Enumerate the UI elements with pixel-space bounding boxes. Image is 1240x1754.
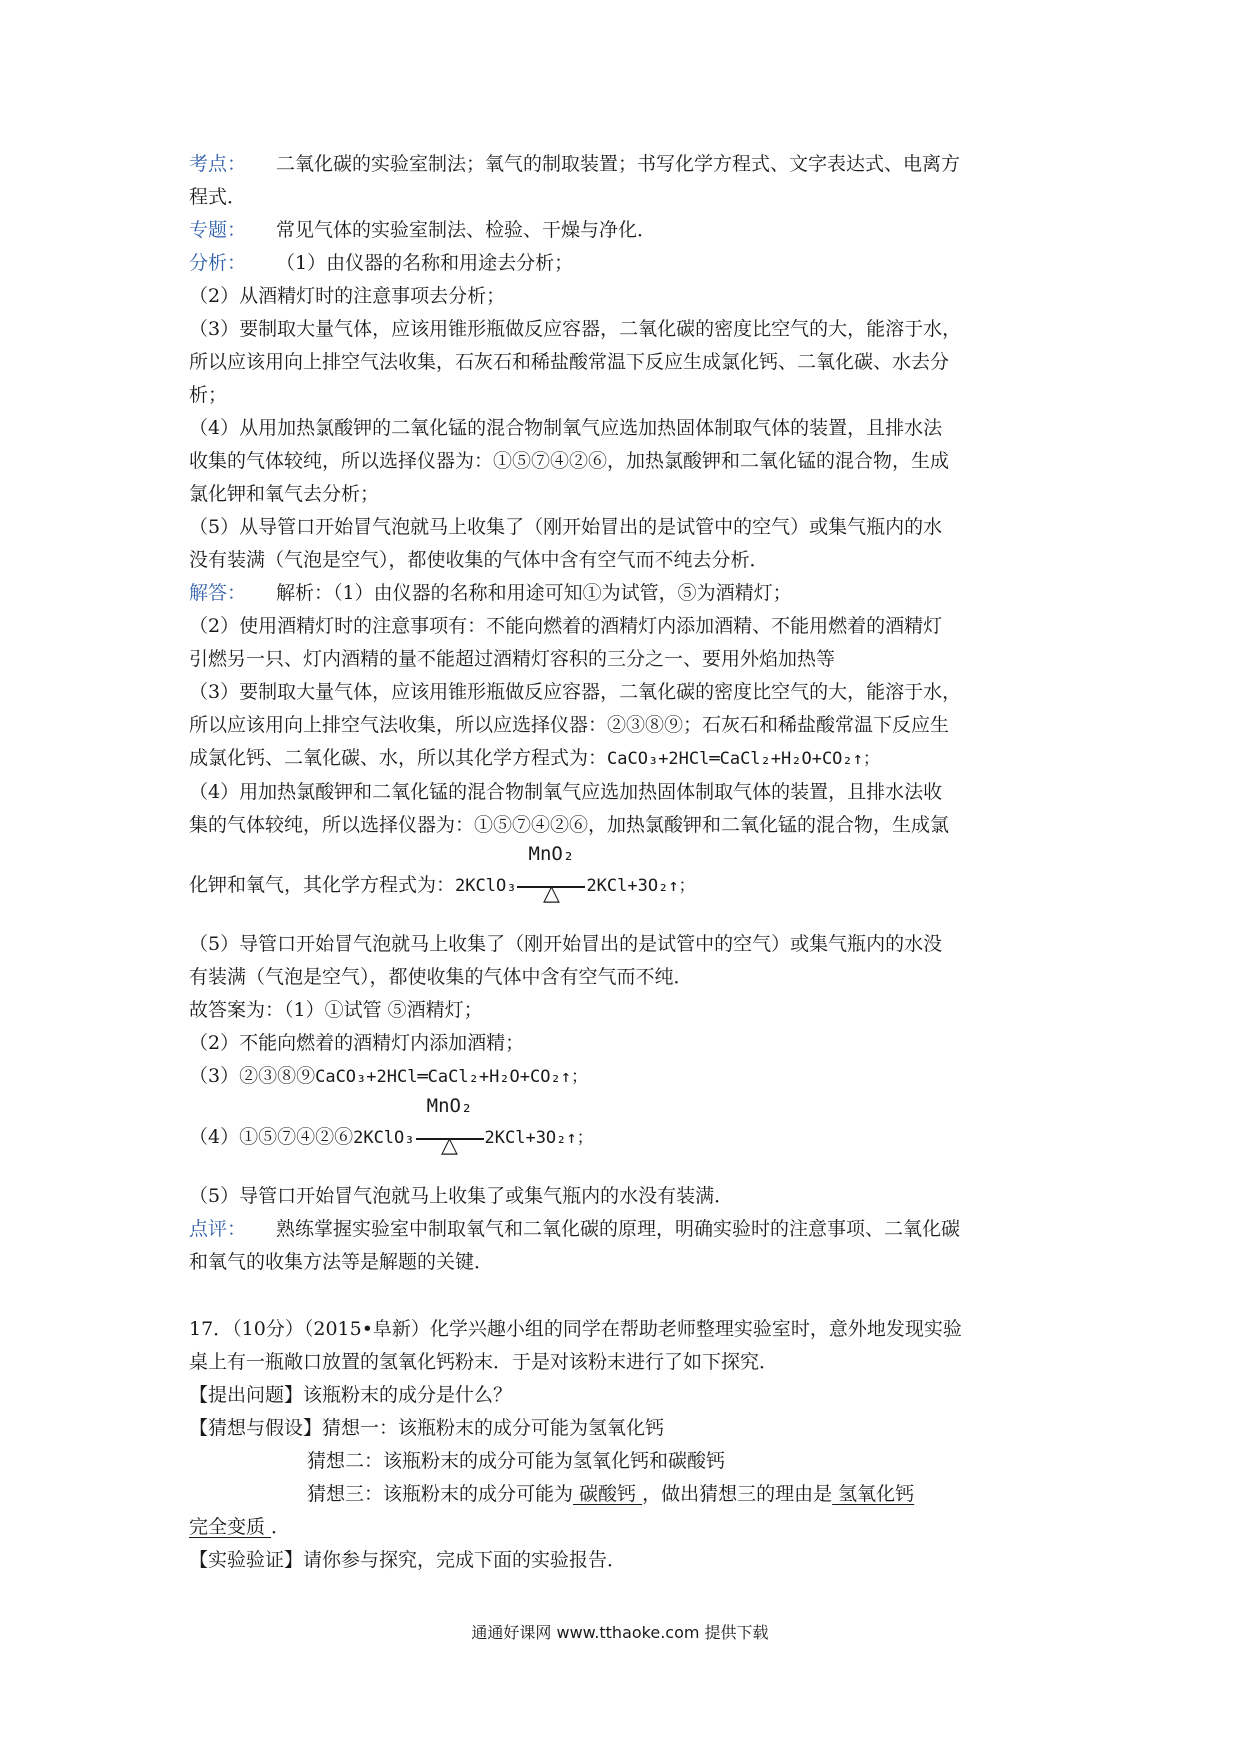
zhuanti-text: 常见气体的实验室制法、检验、干燥与净化． <box>276 219 657 241</box>
fenxi-text-5: 析； <box>189 384 228 406</box>
answer-line-1: 故答案为：（1）①试管 ⑤酒精灯； <box>189 999 483 1021</box>
jieda-eq2-line <box>189 842 1069 928</box>
eq2-catalyst: MnO₂ <box>528 843 575 865</box>
fenxi-text-10: 没有装满（气泡是空气），都使收集的气体中含有空气而不纯去分析． <box>189 549 769 571</box>
answer-4-condition-bar <box>416 1095 484 1158</box>
answer-4-left: 2KClO₃ <box>353 1128 415 1148</box>
q17-answer-blank-1: 碳酸钙 <box>573 1483 643 1505</box>
q17-answer-blank-2-cont: 完全变质 <box>189 1516 272 1538</box>
jieda-text-11: 有装满（气泡是空气），都使收集的气体中含有空气而不纯． <box>189 966 693 988</box>
jieda-line <box>189 577 1069 610</box>
jieda-text-1: 解析：（1）由仪器的名称和用途可知①为试管，⑤为酒精灯； <box>276 582 792 604</box>
fenxi-text-8: 氯化钾和氧气去分析； <box>189 483 380 505</box>
jieda-text-4: （3）要制取大量气体，应该用锥形瓶做反应容器，二氧化碳的密度比空气的大，能溶于水， <box>189 681 962 703</box>
eq2-condition-bar <box>517 843 585 906</box>
jieda-text-3: 引燃另一只、灯内酒精的量不能超过酒精灯容积的三分之一、要用外焰加热等 <box>189 648 836 670</box>
fenxi-text-7: 收集的气体较纯，所以选择仪器为：①⑤⑦④②⑥，加热氯酸钾和二氧化锰的混合物，生成 <box>189 450 950 472</box>
jieda-text-8: 集的气体较纯，所以选择仪器为：①⑤⑦④②⑥，加热氯酸钾和二氧化锰的混合物，生成氯 <box>189 814 950 836</box>
jieda-eq1-line <box>189 742 1069 776</box>
dianping-text-2: 和氧气的收集方法等是解题的关键． <box>189 1251 494 1273</box>
answer-line-4 <box>189 1094 1069 1180</box>
fenxi-text-9: （5）从导管口开始冒气泡就马上收集了（刚开始冒出的是试管中的空气）或集气瓶内的水 <box>189 516 943 538</box>
eq2-left: 2KClO₃ <box>455 876 517 896</box>
heat-symbol-icon: △ <box>542 881 560 906</box>
zhuanti-label: 专题： <box>189 219 247 241</box>
jieda-label: 解答： <box>189 582 247 604</box>
answer-4-right: 2KCl+3O₂↑； <box>484 1128 594 1148</box>
q17-line-1: 17．（10分）（2015•阜新）化学兴趣小组的同学在帮助老师整理实验室时，意外地发现实验 <box>189 1318 962 1340</box>
fenxi-text-4: 所以应该用向上排空气法收集，石灰石和稀盐酸常温下反应生成氯化钙、二氧化碳、水去分 <box>189 351 950 373</box>
q17-line-4: 【猜想与假设】猜想一：该瓶粉末的成分可能为氢氧化钙 <box>189 1417 665 1439</box>
kaodian-text-1: 二氧化碳的实验室制法；氧气的制取装置；书写化学方程式、文字表达式、电离方 <box>276 153 961 175</box>
q17-line-7 <box>189 1511 1069 1544</box>
dianping-line <box>189 1213 1069 1246</box>
answer-3-equation: CaCO₃+2HCl═CaCl₂+H₂O+CO₂↑； <box>315 1067 588 1087</box>
dianping-text-1: 熟练掌握实验室中制取氧气和二氧化碳的原理，明确实验时的注意事项、二氧化碳 <box>276 1218 961 1240</box>
answer-line-3 <box>189 1060 1069 1094</box>
jieda-text-10: （5）导管口开始冒气泡就马上收集了（刚开始冒出的是试管中的空气）或集气瓶内的水没 <box>189 933 943 955</box>
kaodian-text-2: 程式． <box>189 186 247 208</box>
fenxi-text-6: （4）从用加热氯酸钾的二氧化锰的混合物制氧气应选加热固体制取气体的装置，且排水法 <box>189 417 943 439</box>
q17-line-6 <box>189 1478 1069 1511</box>
zhuanti-line <box>189 214 1069 247</box>
q17-answer-blank-2: 氢氧化钙 <box>832 1483 915 1505</box>
answer-line-2: （2）不能向燃着的酒精灯内添加酒精； <box>189 1032 525 1054</box>
q17-line-8: 【实验验证】请你参与探究，完成下面的实验报告． <box>189 1549 627 1571</box>
jieda-text-2: （2）使用酒精灯时的注意事项有：不能向燃着的酒精灯内添加酒精、不能用燃着的酒精灯 <box>189 615 943 637</box>
q17-line-2: 桌上有一瓶敞口放置的氢氧化钙粉末．于是对该粉末进行了如下探究． <box>189 1351 779 1373</box>
fenxi-label: 分析： <box>189 252 247 274</box>
eq2-right: 2KCl+3O₂↑； <box>586 876 696 896</box>
jieda-eq2-prefix: 化钾和氧气，其化学方程式为： <box>189 874 456 896</box>
q17-guess3-reason: ，做出猜想三的理由是 <box>642 1483 833 1505</box>
q17-line-3: 【提出问题】该瓶粉末的成分是什么？ <box>189 1384 513 1406</box>
answer-3-prefix: （3）②③⑧⑨ <box>189 1065 316 1087</box>
q17-guess3-prefix: 猜想三：该瓶粉末的成分可能为 <box>307 1483 574 1505</box>
heat-symbol-icon: △ <box>441 1133 458 1158</box>
jieda-eq1-prefix: 成氯化钙、二氧化碳、水，所以其化学方程式为： <box>189 747 608 769</box>
answer-line-5: （5）导管口开始冒气泡就马上收集了或集气瓶内的水没有装满． <box>189 1185 734 1207</box>
answer-4-prefix: （4）①⑤⑦④②⑥ <box>189 1126 354 1148</box>
jieda-text-7: （4）用加热氯酸钾和二氧化锰的混合物制氧气应选加热固体制取气体的装置，且排水法收 <box>189 781 943 803</box>
fenxi-text-3: （3）要制取大量气体，应该用锥形瓶做反应容器，二氧化碳的密度比空气的大，能溶于水， <box>189 318 962 340</box>
dianping-label: 点评： <box>189 1218 247 1240</box>
q17-line-5: 猜想二：该瓶粉末的成分可能为氢氧化钙和碳酸钙 <box>307 1450 726 1472</box>
answer-4-catalyst: MnO₂ <box>426 1095 473 1117</box>
fenxi-text-2: （2）从酒精灯时的注意事项去分析； <box>189 285 506 307</box>
jieda-text-5: 所以应该用向上排空气法收集，所以应选择仪器：②③⑧⑨；石灰石和稀盐酸常温下反应生 <box>189 714 950 736</box>
page-footer: 通通好课网 www.tthaoke.com 提供下载 <box>471 1623 769 1642</box>
fenxi-text-1: （1）由仪器的名称和用途去分析； <box>276 252 574 274</box>
fenxi-line <box>189 247 1069 280</box>
equation-caco3-hcl: CaCO₃+2HCl═CaCl₂+H₂O+CO₂↑； <box>607 749 880 769</box>
kaodian-line <box>189 148 1069 181</box>
kaodian-label: 考点： <box>189 153 247 175</box>
q17-line-7-end: ． <box>271 1516 291 1538</box>
document-body <box>189 148 1069 1577</box>
